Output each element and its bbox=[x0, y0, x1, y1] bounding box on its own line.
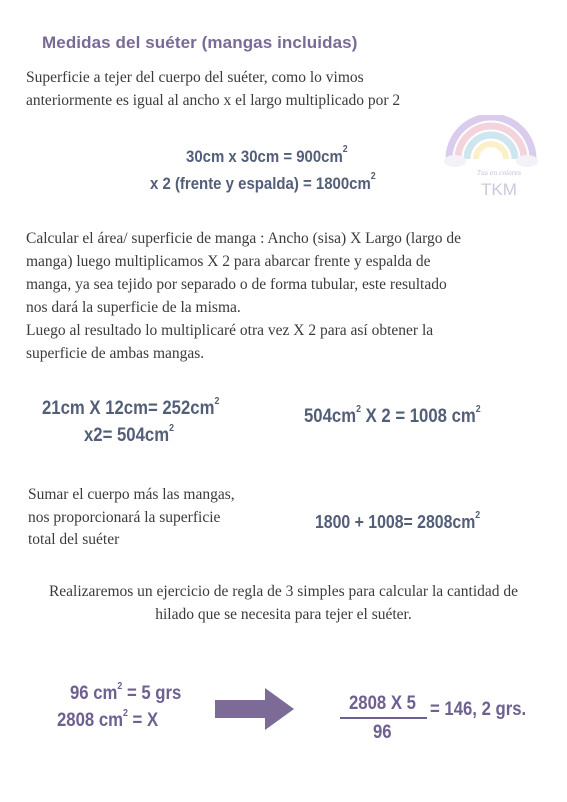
sleeve-calc-right bbox=[304, 403, 481, 428]
rule3-row-2 bbox=[57, 707, 159, 732]
logo-brand-text: TKM bbox=[481, 180, 517, 199]
sum-line: nos proporcionará la superficie bbox=[28, 508, 221, 526]
exponent: 2 bbox=[123, 707, 128, 719]
exponent: 2 bbox=[370, 171, 376, 183]
sum-line: total del suéter bbox=[28, 531, 120, 548]
rainbow-logo bbox=[443, 115, 539, 210]
exponent: 2 bbox=[356, 403, 361, 415]
rule3-line: Realizaremos un ejercicio de regla de 3 simples para calcular la cantidad de bbox=[48, 583, 519, 600]
sleeve-calc-text: X 2 = 1008 cm bbox=[360, 406, 476, 427]
sum-paragraph bbox=[28, 484, 235, 552]
rule3-result: = 146, 2 grs. bbox=[430, 699, 527, 720]
sleeve-paragraph bbox=[26, 227, 461, 365]
cloud-left bbox=[444, 155, 466, 167]
intro-line: Superficie a tejer del cuerpo del suéter, como lo vimos bbox=[26, 69, 364, 86]
body-calc-text: 30cm x 30cm = 900cm bbox=[186, 147, 343, 166]
rule3-text: = 5 grs bbox=[122, 683, 182, 704]
sleeve-line: nos dará la superficie de la misma. bbox=[26, 299, 241, 316]
sleeve-line: Calcular el área/ superficie de manga : Ancho (sisa) X Largo (largo de bbox=[26, 230, 461, 247]
exponent: 2 bbox=[475, 510, 481, 521]
exponent: 2 bbox=[117, 680, 123, 692]
exponent: 2 bbox=[475, 403, 481, 415]
sleeve-calc-text: 504cm bbox=[304, 406, 357, 427]
exponent: 2 bbox=[214, 395, 220, 407]
fraction-numerator: 2808 X 5 bbox=[349, 693, 416, 714]
rule3-row-1 bbox=[70, 680, 182, 705]
intro-paragraph bbox=[26, 66, 400, 112]
sum-calc-text: 1800 + 1008= 2808cm bbox=[315, 512, 476, 532]
body-calc-line-1 bbox=[186, 144, 348, 167]
exponent: 2 bbox=[169, 422, 174, 434]
rule3-text: 96 cm bbox=[70, 683, 118, 704]
arrow-right-icon bbox=[215, 688, 295, 730]
intro-line: anteriormente es igual al ancho x el largo multiplicado por 2 bbox=[26, 92, 401, 109]
fraction-denominator: 96 bbox=[373, 722, 392, 743]
body-calc-text: x 2 (frente y espalda) = 1800cm bbox=[150, 174, 371, 193]
sleeve-line: Luego al resultado lo multiplicaré otra vez X 2 para así obtener la bbox=[26, 322, 434, 339]
rule3-line: hilado que se necesita para tejer el suéter. bbox=[155, 606, 412, 623]
arrow-shape bbox=[215, 688, 294, 730]
sleeve-calc-text: x2= 504cm bbox=[84, 425, 170, 446]
page-title: Medidas del suéter (mangas incluidas) bbox=[42, 33, 358, 52]
sum-line: Sumar el cuerpo más las mangas, bbox=[28, 486, 235, 503]
sleeve-line: manga) luego multiplicamos X 2 para abarcar frente y espalda de bbox=[26, 253, 431, 270]
rule3-text: = X bbox=[127, 710, 159, 731]
body-calc-line-2 bbox=[150, 171, 376, 194]
cloud-right bbox=[516, 155, 538, 167]
exponent: 2 bbox=[342, 144, 348, 156]
sleeve-calc-left-2 bbox=[84, 422, 174, 447]
rainbow-arc-core bbox=[476, 144, 506, 159]
rule3-paragraph bbox=[0, 580, 567, 626]
logo-small-text: Tus en colores bbox=[477, 170, 522, 177]
sleeve-calc-text: 21cm X 12cm= 252cm bbox=[42, 398, 215, 419]
fraction-bar bbox=[340, 717, 427, 719]
sum-calc bbox=[315, 512, 480, 533]
sleeve-line: superficie de ambas mangas. bbox=[26, 345, 205, 362]
rule3-text: 2808 cm bbox=[57, 710, 124, 731]
sleeve-line: manga, ya sea tejido por separado o de forma tubular, este resultado bbox=[26, 276, 447, 293]
sleeve-calc-left-1 bbox=[42, 395, 220, 420]
